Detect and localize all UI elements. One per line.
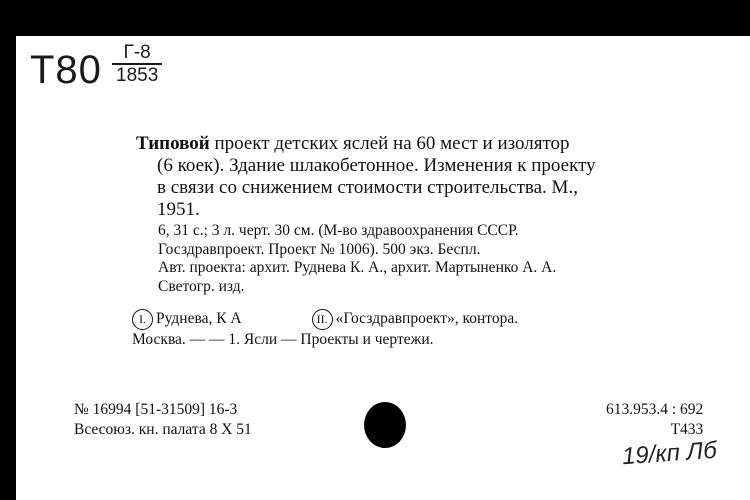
card-title	[136, 133, 596, 221]
shelf-mark-numerator: Г-8	[112, 42, 162, 65]
tracing-author-entry: Руднева, К А	[156, 310, 242, 328]
description-line-1: 6, 31 с.; 3 л. черт. 30 см. (М-во здравоохранения СССР.	[158, 222, 519, 239]
udc-code: 613.953.4 : 692	[606, 401, 704, 418]
description-line-4: Светогр. изд.	[158, 277, 245, 295]
physical-description	[158, 222, 556, 296]
title-line-2: (6 коек). Здание шлакобетонное. Изменения к проекту	[157, 155, 596, 176]
classification-code: Т433	[670, 421, 704, 438]
shelf-mark-main: Т80	[30, 48, 102, 92]
handwritten-note: 19/кп Лб	[621, 436, 718, 471]
title-lead: Типовой	[136, 133, 210, 154]
description-line-2: Госздравпроект. Проект № 1006). 500 экз. Беспл.	[158, 240, 481, 258]
tracing-line-2: Москва. — — 1. Ясли — Проекты и чертежи.	[132, 331, 434, 348]
accession-line-2: Всесоюз. кн. палата 8 X 51	[74, 421, 252, 438]
tracing-marker-ii: II.	[312, 309, 333, 330]
accession-info	[74, 400, 252, 440]
title-line-3: в связи со снижением стоимости строительства. М.,	[157, 177, 578, 198]
tracing-marker-i: I.	[132, 309, 153, 330]
subject-tracing	[132, 309, 518, 350]
shelf-mark-fraction	[112, 42, 162, 86]
title-line-1	[136, 133, 596, 155]
title-line-4: 1951.	[157, 199, 200, 220]
tracing-line-1	[132, 309, 518, 330]
shelf-mark-denominator: 1853	[116, 65, 159, 86]
description-line-3: Авт. проекта: архит. Руднева К. А., архит. Мартыненко А. А.	[158, 259, 557, 276]
accession-line-1: № 16994 [51-31509] 16-3	[74, 401, 238, 418]
punch-hole	[364, 402, 406, 448]
classification-block	[606, 400, 703, 440]
title-line-1-rest: проект детских яслей на 60 мест и изолятор	[209, 133, 570, 154]
tracing-org-entry: «Госздравпроект», контора.	[335, 310, 519, 328]
catalog-card	[16, 36, 750, 500]
